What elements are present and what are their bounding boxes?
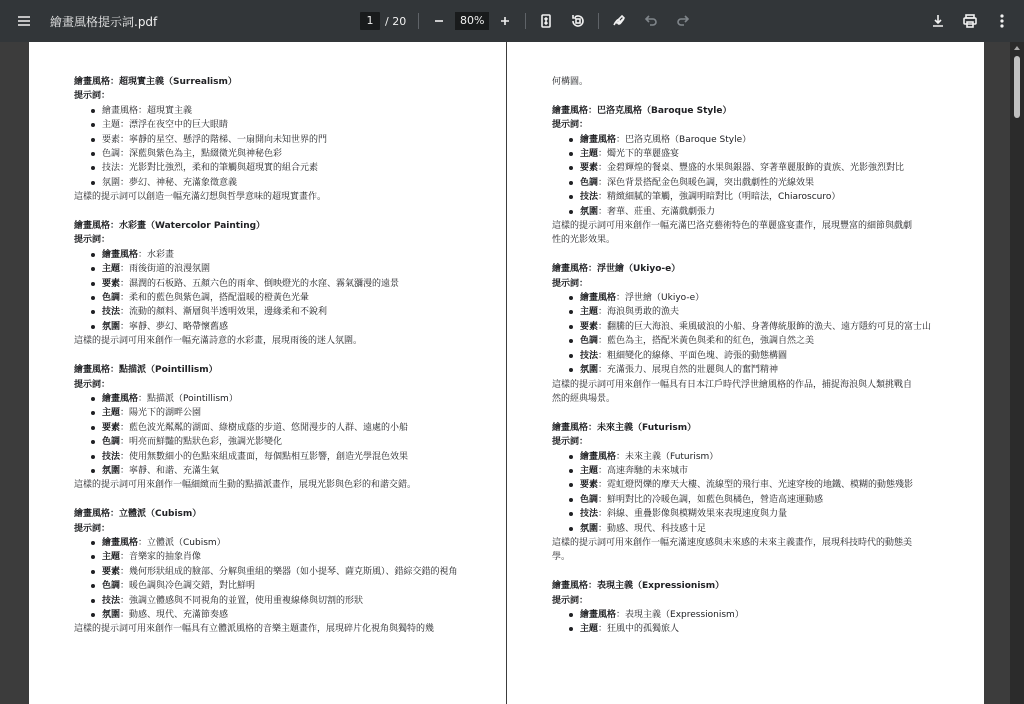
prompt-list bbox=[552, 291, 952, 377]
prompt-list bbox=[74, 248, 474, 334]
item-key: 技法 bbox=[580, 509, 599, 520]
list-item bbox=[89, 550, 474, 564]
rotate-icon[interactable] bbox=[562, 5, 594, 37]
prompt-list bbox=[552, 133, 952, 219]
list-item bbox=[89, 406, 474, 420]
item-value: ：巴洛克風格（Baroque Style） bbox=[616, 134, 752, 145]
item-value: ：霓虹燈閃爍的摩天大樓、流線型的飛行車、光速穿梭的地鐵、模糊的動態殘影 bbox=[598, 480, 914, 491]
summary-text: 這樣的提示詞可用來創作一幅具有日本江戶時代浮世繪風格的作品，捕捉海浪與人類挑戰自 bbox=[552, 379, 913, 390]
prompt-list bbox=[74, 392, 474, 478]
item-value: ：鮮明對比的冷暖色調，如藍色與橘色，營造高速運動感 bbox=[598, 494, 824, 505]
section-title: 繪畫風格：點描派（Pointillism） bbox=[74, 365, 218, 376]
section-title: 繪畫風格：浮世繪（Ukiyo-e） bbox=[552, 264, 681, 275]
prompt-label: 提示詞： bbox=[552, 595, 589, 606]
item-value: ：雨後街道的浪漫氛圍 bbox=[120, 264, 211, 275]
list-item bbox=[89, 161, 474, 175]
item-key: 氛圍 bbox=[102, 321, 121, 332]
toolbar-divider bbox=[418, 13, 419, 29]
item-key: 要素 bbox=[580, 480, 599, 491]
download-icon[interactable] bbox=[922, 5, 954, 37]
item-key: 技法 bbox=[102, 307, 121, 318]
list-item bbox=[89, 464, 474, 478]
item-value: 氛圍：夢幻、神秘、充滿象徵意義 bbox=[102, 177, 238, 188]
item-value: ：幾何形狀組成的臉部、分解與重組的樂器（如小提琴、薩克斯風）、錯綜交錯的視角 bbox=[120, 566, 458, 577]
item-value: ：深色背景搭配金色與暖色調，突出戲劇性的光線效果 bbox=[598, 177, 815, 188]
item-value: ：暖色調與冷色調交錯，對比鮮明 bbox=[120, 581, 256, 592]
item-value: ：斜線、重疊影像與模糊效果來表現速度與力量 bbox=[598, 509, 788, 520]
item-key: 氛圍 bbox=[102, 609, 121, 620]
item-key: 色調 bbox=[580, 177, 599, 188]
pdf-page-right bbox=[507, 42, 984, 704]
prompt-label: 提示詞： bbox=[74, 379, 111, 390]
document-viewer[interactable] bbox=[0, 42, 1024, 704]
list-item bbox=[89, 608, 474, 622]
item-key: 氛圍 bbox=[580, 523, 599, 534]
list-item bbox=[89, 118, 474, 132]
item-key: 氛圍 bbox=[102, 465, 121, 476]
item-value: ：濕潤的石板路、五顏六色的雨傘、倒映燈光的水窪、霧氣瀰漫的遠景 bbox=[120, 278, 400, 289]
item-value: ：立體派（Cubism） bbox=[138, 537, 226, 548]
item-value: ：強調立體感與不同視角的並置，使用重複線條與切割的形狀 bbox=[120, 595, 364, 606]
zoom-out-icon[interactable] bbox=[423, 5, 455, 37]
list-item bbox=[567, 334, 952, 348]
prompt-list bbox=[552, 450, 952, 536]
item-value: ：未來主義（Futurism） bbox=[616, 451, 719, 462]
item-key: 技法 bbox=[580, 350, 599, 361]
item-value: 技法：光影對比強烈，柔和的筆觸與超現實的組合元素 bbox=[102, 163, 319, 174]
item-value: ：點描派（Pointillism） bbox=[138, 393, 238, 404]
item-key: 氛圍 bbox=[580, 206, 599, 217]
list-item bbox=[567, 363, 952, 377]
item-key: 主題 bbox=[102, 408, 121, 419]
item-key: 色調 bbox=[580, 336, 599, 347]
list-item bbox=[89, 435, 474, 449]
item-value: ：寧靜、夢幻、略帶懷舊感 bbox=[120, 321, 229, 332]
item-value: ：柔和的藍色與紫色調，搭配溫暖的橙黃色光暈 bbox=[120, 293, 310, 304]
item-key: 繪畫風格 bbox=[102, 393, 139, 404]
summary-text: 這樣的提示詞可用來創作一幅具有立體派風格的音樂主題畫作，展現碎片化視角與獨特的幾 bbox=[74, 624, 435, 635]
list-item bbox=[567, 478, 952, 492]
toolbar-right bbox=[922, 5, 1018, 37]
item-value: ：粗細變化的線條、平面色塊、誇張的動態構圖 bbox=[598, 350, 788, 361]
prompt-list bbox=[74, 104, 474, 190]
section-title: 繪畫風格：未來主義（Futurism） bbox=[552, 422, 697, 433]
list-item bbox=[567, 161, 952, 175]
continued-text: 何構圖。 bbox=[552, 77, 589, 87]
item-key: 色調 bbox=[102, 581, 121, 592]
section-title: 繪畫風格：表現主義（Expressionism） bbox=[552, 581, 725, 592]
toolbar-divider bbox=[525, 13, 526, 29]
toolbar-center bbox=[360, 5, 699, 37]
list-item bbox=[567, 464, 952, 478]
item-value: ：充滿張力、展現自然的壯麗與人的奮鬥精神 bbox=[598, 365, 779, 376]
list-item bbox=[567, 147, 952, 161]
vertical-scrollbar[interactable] bbox=[1010, 42, 1024, 704]
list-item bbox=[567, 608, 952, 622]
summary-text: 學。 bbox=[552, 552, 571, 563]
list-item bbox=[89, 262, 474, 276]
item-key: 繪畫風格 bbox=[580, 609, 617, 620]
fit-page-icon[interactable] bbox=[530, 5, 562, 37]
section-title: 繪畫風格：水彩畫（Watercolor Painting） bbox=[74, 221, 266, 232]
item-value: ：表現主義（Expressionism） bbox=[616, 609, 744, 620]
item-key: 要素 bbox=[580, 321, 599, 332]
item-key: 主題 bbox=[580, 307, 599, 318]
item-value: ：精緻細膩的筆觸，強調明暗對比（明暗法，Chiaroscuro） bbox=[598, 192, 841, 203]
prompt-label: 提示詞： bbox=[74, 235, 111, 246]
list-item bbox=[567, 622, 952, 636]
pdf-toolbar bbox=[0, 0, 1024, 42]
list-item bbox=[567, 205, 952, 219]
list-item bbox=[89, 147, 474, 161]
item-key: 氛圍 bbox=[580, 365, 599, 376]
list-item bbox=[567, 493, 952, 507]
page-total: / 20 bbox=[385, 14, 407, 28]
list-item bbox=[89, 176, 474, 190]
list-item bbox=[89, 536, 474, 550]
list-item bbox=[567, 291, 952, 305]
list-item bbox=[567, 305, 952, 319]
prompt-label: 提示詞： bbox=[552, 120, 589, 131]
section-title: 繪畫風格：超現實主義（Surrealism） bbox=[74, 77, 237, 87]
item-value: ：高速奔馳的未來城市 bbox=[598, 465, 689, 476]
item-key: 繪畫風格 bbox=[102, 249, 139, 260]
item-key: 技法 bbox=[102, 595, 121, 606]
list-item bbox=[567, 190, 952, 204]
undo-icon[interactable] bbox=[635, 5, 667, 37]
item-key: 主題 bbox=[102, 552, 121, 563]
list-item bbox=[89, 320, 474, 334]
item-key: 主題 bbox=[580, 624, 599, 635]
prompt-list bbox=[74, 536, 474, 622]
item-value: ：海浪與勇敢的漁夫 bbox=[598, 307, 680, 318]
list-item bbox=[89, 594, 474, 608]
prompt-label: 提示詞： bbox=[552, 278, 589, 289]
pdf-page-left bbox=[29, 42, 506, 704]
item-key: 要素 bbox=[102, 278, 121, 289]
page-content-left bbox=[74, 75, 474, 637]
item-key: 色調 bbox=[580, 494, 599, 505]
zoom-level-input[interactable]: 80% bbox=[455, 12, 489, 30]
zoom-in-icon[interactable] bbox=[489, 5, 521, 37]
list-item bbox=[89, 421, 474, 435]
item-key: 繪畫風格 bbox=[580, 451, 617, 462]
draw-icon[interactable] bbox=[603, 5, 635, 37]
summary-text: 性的光影效果。 bbox=[552, 235, 616, 246]
item-value: 繪畫風格：超現實主義 bbox=[102, 105, 193, 116]
item-key: 主題 bbox=[102, 264, 121, 275]
summary-text: 這樣的提示詞可用來創作一幅細緻而生動的點描派畫作，展現光影與色彩的和諧交錯。 bbox=[74, 480, 417, 491]
list-item bbox=[89, 104, 474, 118]
page-number-input[interactable]: 1 bbox=[360, 12, 380, 30]
summary-text: 然的經典場景。 bbox=[552, 393, 616, 404]
list-item bbox=[89, 565, 474, 579]
item-value: 色調：深藍與紫色為主，點綴微光與神秘色彩 bbox=[102, 149, 283, 160]
list-item bbox=[89, 579, 474, 593]
list-item bbox=[89, 277, 474, 291]
document-title: 繪畫風格提示詞.pdf bbox=[50, 14, 158, 29]
more-options-icon[interactable] bbox=[986, 5, 1018, 37]
summary-text: 這樣的提示詞可用來創作一幅充滿速度感與未來感的未來主義畫作，展現科技時代的動態美 bbox=[552, 537, 913, 548]
item-key: 色調 bbox=[102, 293, 121, 304]
prompt-list bbox=[552, 608, 952, 637]
summary-text: 這樣的提示詞可用來創作一幅充滿巴洛克藝術特色的華麗盛宴畫作，展現豐富的細節與戲劇 bbox=[552, 221, 913, 232]
page-content-right bbox=[552, 75, 952, 637]
list-item bbox=[567, 320, 952, 334]
item-key: 主題 bbox=[580, 149, 599, 160]
list-item bbox=[567, 450, 952, 464]
item-value: ：水彩畫 bbox=[138, 249, 175, 260]
scroll-up-arrow-icon[interactable] bbox=[1014, 46, 1020, 50]
item-key: 要素 bbox=[102, 422, 121, 433]
item-value: ：使用無數細小的色點來組成畫面，每個點相互影響，創造光學混色效果 bbox=[120, 451, 409, 462]
scrollbar-thumb[interactable] bbox=[1014, 56, 1020, 118]
list-item bbox=[89, 248, 474, 262]
summary-text: 這樣的提示詞可以創造一幅充滿幻想與哲學意味的超現實畫作。 bbox=[74, 192, 327, 203]
summary-text: 這樣的提示詞可用來創作一幅充滿詩意的水彩畫，展現雨後的迷人氛圍。 bbox=[74, 336, 363, 347]
item-value: ：明亮而鮮豔的點狀色彩，強調光影變化 bbox=[120, 437, 283, 448]
toolbar-divider bbox=[598, 13, 599, 29]
item-key: 色調 bbox=[102, 437, 121, 448]
item-value: 要素：寧靜的星空、懸浮的階梯、一扇開向未知世界的門 bbox=[102, 134, 328, 145]
item-value: ：金碧輝煌的餐桌、豐盛的水果與銀器、穿著華麗服飾的貴族、光影強烈對比 bbox=[598, 163, 905, 174]
item-key: 繪畫風格 bbox=[580, 293, 617, 304]
item-value: ：浮世繪（Ukiyo-e） bbox=[616, 293, 705, 304]
list-item bbox=[89, 133, 474, 147]
list-item bbox=[567, 349, 952, 363]
item-key: 技法 bbox=[102, 451, 121, 462]
list-item bbox=[89, 305, 474, 319]
item-value: ：動感、現代、科技感十足 bbox=[598, 523, 707, 534]
item-key: 要素 bbox=[580, 163, 599, 174]
prompt-label: 提示詞： bbox=[552, 437, 589, 448]
item-value: ：藍色波光粼粼的湖面、綠樹成蔭的步道、悠閒漫步的人群、遠處的小船 bbox=[120, 422, 409, 433]
list-item bbox=[567, 507, 952, 521]
item-value: ：藍色為主，搭配米黃色與柔和的紅色，強調自然之美 bbox=[598, 336, 815, 347]
item-key: 繪畫風格 bbox=[102, 537, 139, 548]
item-key: 技法 bbox=[580, 192, 599, 203]
item-value: ：狂風中的孤獨旅人 bbox=[598, 624, 680, 635]
menu-icon[interactable] bbox=[8, 5, 40, 37]
list-item bbox=[89, 291, 474, 305]
item-value: ：翻騰的巨大海浪、乘風破浪的小船、身著傳統服飾的漁夫、遠方隱約可見的富士山 bbox=[598, 321, 932, 332]
list-item bbox=[89, 450, 474, 464]
item-key: 主題 bbox=[580, 465, 599, 476]
item-value: ：音樂家的抽象肖像 bbox=[120, 552, 202, 563]
item-key: 要素 bbox=[102, 566, 121, 577]
prompt-label: 提示詞： bbox=[74, 523, 111, 534]
item-value: ：陽光下的湖畔公園 bbox=[120, 408, 202, 419]
prompt-label: 提示詞： bbox=[74, 91, 111, 102]
section-title: 繪畫風格：巴洛克風格（Baroque Style） bbox=[552, 105, 732, 116]
item-value: ：奢華、莊重、充滿戲劇張力 bbox=[598, 206, 716, 217]
list-item bbox=[89, 392, 474, 406]
redo-icon[interactable] bbox=[667, 5, 699, 37]
item-value: ：動感、現代、充滿節奏感 bbox=[120, 609, 229, 620]
item-value: ：寧靜、和諧、充滿生氣 bbox=[120, 465, 220, 476]
print-icon[interactable] bbox=[954, 5, 986, 37]
toolbar-left bbox=[0, 5, 340, 37]
list-item bbox=[567, 133, 952, 147]
list-item bbox=[567, 176, 952, 190]
item-key: 繪畫風格 bbox=[580, 134, 617, 145]
item-value: ：燭光下的華麗盛宴 bbox=[598, 149, 680, 160]
list-item bbox=[567, 522, 952, 536]
section-title: 繪畫風格：立體派（Cubism） bbox=[74, 509, 202, 520]
item-value: ：流動的顏料、漸層與半透明效果，邊緣柔和不銳利 bbox=[120, 307, 328, 318]
item-value: 主題：漂浮在夜空中的巨大眼睛 bbox=[102, 120, 229, 131]
